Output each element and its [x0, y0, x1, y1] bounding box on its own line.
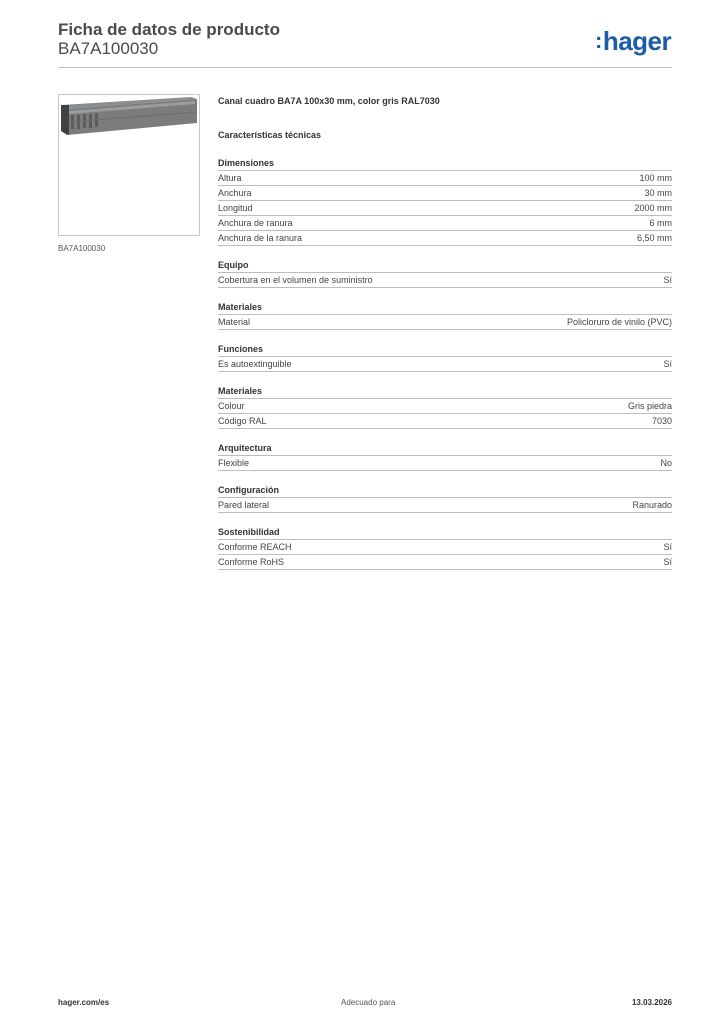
spec-label: Código RAL — [218, 416, 267, 426]
footer-date: 13.03.2026 — [631, 998, 672, 1007]
spec-value: 7030 — [651, 416, 672, 426]
spec-value: Gris piedra — [627, 401, 672, 411]
brand-logo — [595, 26, 671, 57]
spec-row — [218, 456, 672, 471]
spec-label: Pared lateral — [218, 500, 270, 510]
cable-trunking-image — [59, 95, 199, 235]
spec-row — [218, 555, 672, 570]
section-title: Dimensiones — [218, 152, 672, 171]
spec-section-configuracion — [218, 479, 672, 513]
section-title: Materiales — [218, 380, 672, 399]
spec-label: Flexible — [218, 458, 250, 468]
spec-row — [218, 186, 672, 201]
spec-row — [218, 315, 672, 330]
spec-value: Ranurado — [632, 500, 672, 510]
spec-section-dimensiones — [218, 152, 672, 246]
spec-value: Policloruro de vinilo (PVC) — [566, 317, 672, 327]
spec-label: Material — [218, 317, 251, 327]
spec-label: Colour — [218, 401, 245, 411]
document-title: Ficha de datos de producto — [58, 20, 280, 39]
spec-value: 6 mm — [649, 218, 672, 228]
product-code: BA7A100030 — [58, 39, 159, 58]
spec-value: Sí — [663, 542, 672, 552]
image-caption: BA7A100030 — [58, 244, 106, 253]
spec-value: No — [660, 458, 672, 468]
spec-row — [218, 201, 672, 216]
spec-section-materiales — [218, 296, 672, 330]
spec-label: Altura — [218, 173, 242, 183]
spec-value: Sí — [663, 557, 672, 567]
spec-row — [218, 231, 672, 246]
spec-value: 6,50 mm — [636, 233, 672, 243]
spec-row — [218, 216, 672, 231]
spec-label: Cobertura en el volumen de suministro — [218, 275, 373, 285]
spec-section-sostenibilidad — [218, 521, 672, 570]
spec-content — [218, 96, 672, 570]
spec-row — [218, 399, 672, 414]
spec-section-equipo — [218, 254, 672, 288]
product-image — [58, 94, 200, 236]
spec-label: Anchura de ranura — [218, 218, 293, 228]
section-title: Materiales — [218, 296, 672, 315]
product-description: Canal cuadro BA7A 100x30 mm, color gris RAL7030 — [218, 96, 440, 106]
logo-dots: : — [595, 28, 602, 53]
spec-row — [218, 171, 672, 186]
spec-label: Longitud — [218, 203, 253, 213]
footer-middle-text: Adecuado para — [341, 998, 396, 1007]
logo-text: hager — [602, 26, 672, 56]
spec-subtitle: Características técnicas — [218, 130, 322, 140]
spec-value: 2000 mm — [634, 203, 672, 213]
section-title: Configuración — [218, 479, 672, 498]
spec-section-arquitectura — [218, 437, 672, 471]
spec-label: Anchura — [218, 188, 252, 198]
spec-row — [218, 357, 672, 372]
spec-row — [218, 273, 672, 288]
spec-value: 100 mm — [639, 173, 672, 183]
spec-value: Sí — [663, 359, 672, 369]
spec-label: Es autoextinguible — [218, 359, 292, 369]
spec-label: Conforme REACH — [218, 542, 292, 552]
section-title: Funciones — [218, 338, 672, 357]
spec-section-materiales-color — [218, 380, 672, 429]
spec-row — [218, 540, 672, 555]
spec-row — [218, 498, 672, 513]
spec-value: Sí — [663, 275, 672, 285]
section-title: Arquitectura — [218, 437, 672, 456]
header-divider — [58, 67, 672, 68]
spec-label: Conforme RoHS — [218, 557, 285, 567]
section-title: Sostenibilidad — [218, 521, 672, 540]
spec-section-funciones — [218, 338, 672, 372]
spec-row — [218, 414, 672, 429]
section-title: Equipo — [218, 254, 672, 273]
spec-label: Anchura de la ranura — [218, 233, 303, 243]
spec-value: 30 mm — [644, 188, 672, 198]
footer-website-link[interactable]: hager.com/es — [58, 998, 110, 1007]
